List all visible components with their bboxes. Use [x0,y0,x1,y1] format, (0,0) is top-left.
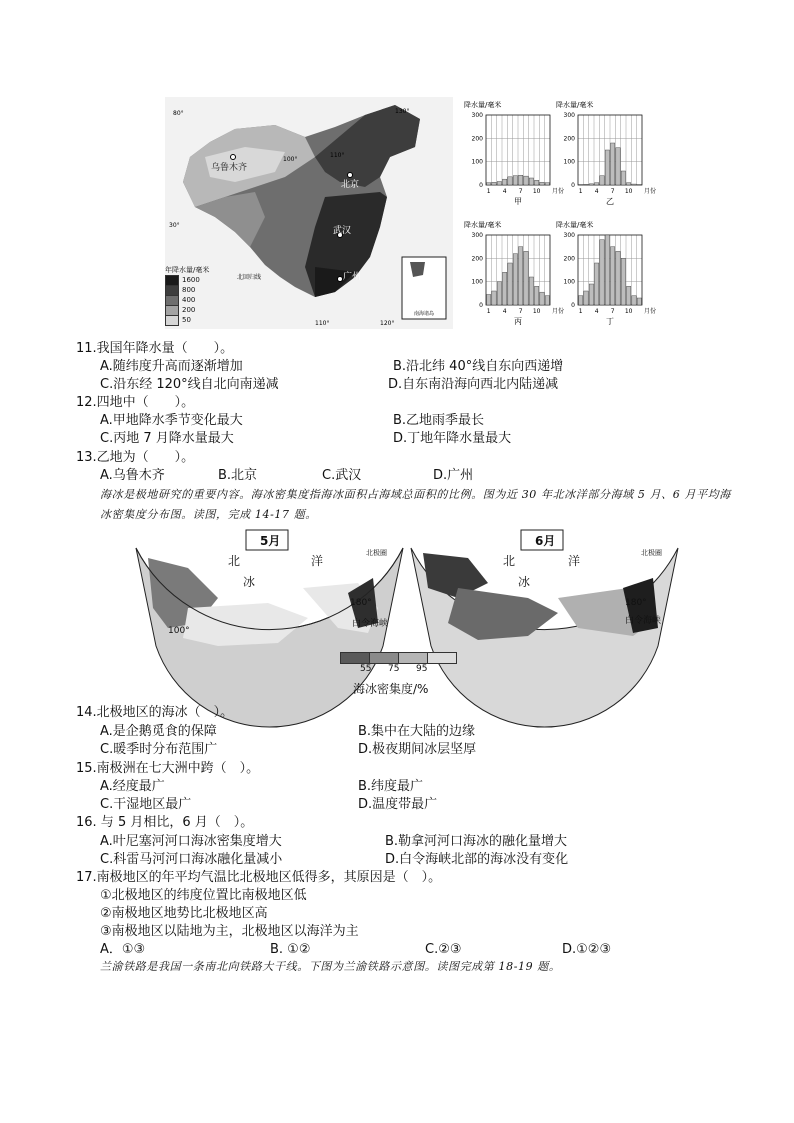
precip-bar [524,176,528,185]
q14-option-d[interactable]: D.极夜期间冰层坚厚 [358,742,477,757]
q15-option-d[interactable]: D.温度带最广 [358,797,438,812]
may-strait-label: 白令海峡 [352,619,389,629]
precip-bar [519,247,523,305]
precip-chart-xtick: 7 [518,188,523,195]
deg-label-130: 130° [395,108,410,115]
precip-chart-ytick: 300 [471,112,483,119]
precip-legend-row [165,285,225,295]
precip-legend-row [165,305,225,315]
precip-bar [497,282,501,305]
q13-option-c[interactable]: C.武汉 [322,468,362,483]
precip-bar [492,182,496,185]
may-degree-180: 180° [350,598,372,608]
ice-map-may-title: 5月 [260,534,281,548]
q16-option-c[interactable]: C.科雷马河河口海冰融化量减小 [100,852,283,867]
deg-label-80: 80° [173,110,184,117]
precip-chart-ytick: 0 [479,182,483,189]
precip-chart-xunit: 月份 [552,308,565,315]
precip-bar [637,298,641,305]
q16-option-b[interactable]: B.勒拿河河口海冰的融化量增大 [385,834,568,849]
q13-option-a[interactable]: A.乌鲁木齐 [100,468,165,483]
precip-bar [616,148,620,185]
precip-bar [513,254,517,305]
precip-bar [605,235,609,305]
precip-chart-ytick: 0 [571,182,575,189]
q15-option-b[interactable]: B.纬度最广 [358,779,424,794]
may-circle-label: 北极圈 [366,549,387,557]
precip-bar [584,291,588,305]
precip-chart-xtick: 4 [502,188,507,195]
precip-bar [497,182,501,186]
precip-legend-value: 400 [182,296,196,304]
q17-statement-3: ③南极地区以陆地为主，北极地区以海洋为主 [100,924,359,939]
june-degree-180: 180° [625,598,647,608]
deg-label-120: 120° [380,320,395,327]
may-ocean-char-1: 北 [228,554,241,568]
precip-chart-xtick: 4 [594,308,599,315]
precip-legend-value: 50 [182,316,191,324]
precip-chart-xtick: 1 [486,188,491,195]
deg-label-110: 110° [330,152,345,159]
precip-bar [508,177,512,185]
precip-chart-ylabel: 降水量/毫米 [464,221,502,229]
june-ocean-char-3: 洋 [568,554,581,568]
precip-legend-value: 1600 [182,276,200,284]
precip-bar [513,176,517,185]
precip-bar [535,180,539,185]
precip-legend-row [165,295,225,305]
precip-chart-ytick: 0 [571,302,575,309]
q14-option-c[interactable]: C.暖季时分布范围广 [100,742,218,757]
question-11-stem: 11.我国年降水量（ ）。 [76,341,234,356]
precip-legend [165,265,225,325]
precip-bar [545,296,549,305]
precip-chart-ytick: 200 [563,135,575,143]
precip-legend-value: 200 [182,306,196,314]
precip-legend-value: 800 [182,286,196,294]
precip-bar [595,183,599,185]
precip-bar [535,286,539,305]
intro-lanyu-railway: 兰渝铁路是我国一条南北向铁路大干线。下图为兰渝铁路示意图。读图完成第 18-19 题。 [100,960,561,973]
q11-option-c[interactable]: C.沿东经 120°线自北向南递减 [100,377,279,392]
deg-label-100: 100° [283,156,298,163]
ice-map-june [411,530,678,727]
q12-option-d[interactable]: D.丁地年降水量最大 [393,431,512,446]
precip-bar [605,150,609,185]
q17-choice-a[interactable]: A．①③ [100,942,146,957]
precip-chart-xtick: 10 [624,188,633,195]
precip-chart-xtick: 4 [502,308,507,315]
precip-chart-ytick: 100 [471,278,483,286]
city-label-guangzhou: 广州 [343,272,362,282]
q17-statement-1: ①北极地区的纬度位置比南极地区低 [100,888,307,903]
precip-chart-xtick: 7 [610,308,615,315]
question-14-stem: 14.北极地区的海冰（ ）。 [76,705,234,720]
precip-chart-xtick: 7 [518,308,523,315]
q14-option-b[interactable]: B.集中在大陆的边缘 [358,724,476,739]
precip-bar [487,295,491,306]
precip-chart-ytick: 100 [563,158,575,166]
precip-bar [503,179,507,185]
precip-bar [595,263,599,305]
city-label-wuhan: 武汉 [333,226,352,236]
precip-chart-panel-label: 丙 [514,317,522,326]
precip-chart-xtick: 10 [532,308,541,315]
precip-bar [589,184,593,185]
question-15-stem: 15.南极洲在七大洲中跨（ ）。 [76,761,260,776]
q16-option-d[interactable]: D.白令海峡北部的海冰没有变化 [385,852,569,867]
precip-bar [616,251,620,305]
precip-bar [524,251,528,305]
precip-chart-ytick: 100 [471,158,483,166]
ice-map-june-title: 6月 [535,534,556,548]
precip-bar [579,296,583,305]
ice-legend-title: 海冰密集度/% [353,682,429,696]
precip-chart-xtick: 1 [578,308,583,315]
precip-chart-ytick: 0 [479,302,483,309]
deg-label-30: 30° [169,222,180,229]
june-ocean-char-2: 冰 [518,575,531,589]
precip-chart-ytick: 300 [563,232,575,239]
precip-bar [627,286,631,305]
q17-statement-2: ②南极地区地势比北极地区高 [100,906,268,921]
precip-chart-xtick: 1 [486,308,491,315]
question-13-stem: 13.乙地为（ ）。 [76,450,195,465]
may-ocean-char-3: 洋 [311,554,324,568]
ice-legend-75: 75 [388,664,400,674]
precip-bar [611,247,615,305]
precip-bar [584,184,588,185]
precip-bar [487,183,491,185]
inset-label: 南海诸岛 [413,311,435,317]
june-ocean-char-1: 北 [503,554,516,568]
precip-chart-ylabel: 降水量/毫米 [464,101,502,109]
precip-chart-ytick: 200 [471,135,483,143]
precip-bar [529,277,533,305]
precip-chart-ytick: 300 [563,112,575,119]
question-16-stem: 16. 与 5 月相比，6 月（ ）。 [76,815,254,830]
q12-option-b[interactable]: B.乙地雨季最长 [393,413,485,428]
city-label-beijing: 北京 [341,180,360,190]
precip-bar [529,178,533,185]
june-circle-label: 北极圈 [641,549,662,557]
q14-option-a[interactable]: A.是企鹅觅食的保障 [100,724,217,739]
precip-bar [621,258,625,305]
precip-legend-title: 年降水量/毫米 [165,266,210,274]
precip-chart-ytick: 200 [471,255,483,263]
q11-option-a[interactable]: A.随纬度升高而逐渐增加 [100,359,243,374]
precip-chart-ylabel: 降水量/毫米 [556,221,594,229]
precip-bar [600,240,604,305]
question-17-stem: 17.南极地区的年平均气温比北极地区低得多，其原因是（ ）。 [76,870,442,885]
precip-legend-row [165,315,225,325]
precip-bar [589,284,593,305]
precip-chart-xtick: 4 [594,188,599,195]
precip-bar [503,272,507,305]
precip-chart-xunit: 月份 [552,188,565,195]
precip-chart-panel-label: 乙 [606,197,614,206]
may-degree-100: 100° [168,626,190,636]
precip-bar [627,183,631,185]
precip-bar [600,176,604,185]
ice-legend-95: 95 [416,664,428,674]
q17-choice-d[interactable]: D.①②③ [562,942,612,957]
precip-bar [492,291,496,305]
precip-chart-xtick: 1 [578,188,583,195]
city-label-urumqi: 乌鲁木齐 [211,163,248,173]
precip-bar [540,182,544,185]
precip-chart-ytick: 200 [563,255,575,263]
q15-option-c[interactable]: C.干湿地区最广 [100,797,192,812]
ice-legend [340,652,460,676]
precip-bar [540,292,544,305]
precip-bar [545,183,549,185]
precip-legend-row [165,275,225,285]
question-12-stem: 12.四地中（ ）。 [76,395,195,410]
q11-option-b[interactable]: B.沿北纬 40°线自东向西递增 [393,359,564,374]
precip-chart-ylabel: 降水量/毫米 [556,101,594,109]
deg-label-110b: 110° [315,320,330,327]
precip-charts [460,97,657,337]
precip-bar [611,143,615,185]
q11-option-d[interactable]: D.自东南沿海向西北内陆递减 [388,377,559,392]
q13-option-b[interactable]: B.北京 [218,468,258,483]
precip-chart-xtick: 10 [624,308,633,315]
precip-chart-xunit: 月份 [644,308,657,315]
q13-option-d[interactable]: D.广州 [433,468,474,483]
q12-option-c[interactable]: C.丙地 7 月降水量最大 [100,431,234,446]
q12-option-a[interactable]: A.甲地降水季节变化最大 [100,413,243,428]
q17-choice-c[interactable]: C.②③ [425,942,462,957]
tropic-label: 北回归线 [237,274,262,281]
precip-bar [632,184,636,185]
precip-chart-xunit: 月份 [644,188,657,195]
precip-chart-xtick: 10 [532,188,541,195]
q16-option-a[interactable]: A.叶尼塞河河口海冰密集度增大 [100,834,282,849]
precip-chart-ytick: 100 [563,278,575,286]
sea-ice-maps [128,528,688,703]
precip-chart-panel-label: 甲 [514,197,522,206]
may-ocean-char-2: 冰 [243,575,256,589]
june-strait-label: 白令海峡 [625,616,662,626]
ice-legend-55: 55 [360,664,372,674]
precip-bar [632,296,636,305]
precip-chart-panel-label: 丁 [606,317,614,326]
precip-bar [621,171,625,185]
q17-choice-b[interactable]: B. ①② [270,942,311,957]
precip-legend-swatch [165,315,179,326]
precip-chart-ytick: 300 [471,232,483,239]
precip-chart-xtick: 7 [610,188,615,195]
q15-option-a[interactable]: A.经度最广 [100,779,165,794]
intro-sea-ice: 海冰是极地研究的重要内容。海冰密集度指海冰面积占海域总面积的比例。图为近 30 年北冰洋部分海域 5 月、6 月平均海冰密集度分布图。读图，完成 14-17 题。 [100,488,731,521]
china-precip-map [165,97,453,329]
precip-bar [519,175,523,185]
precip-bar [508,263,512,305]
